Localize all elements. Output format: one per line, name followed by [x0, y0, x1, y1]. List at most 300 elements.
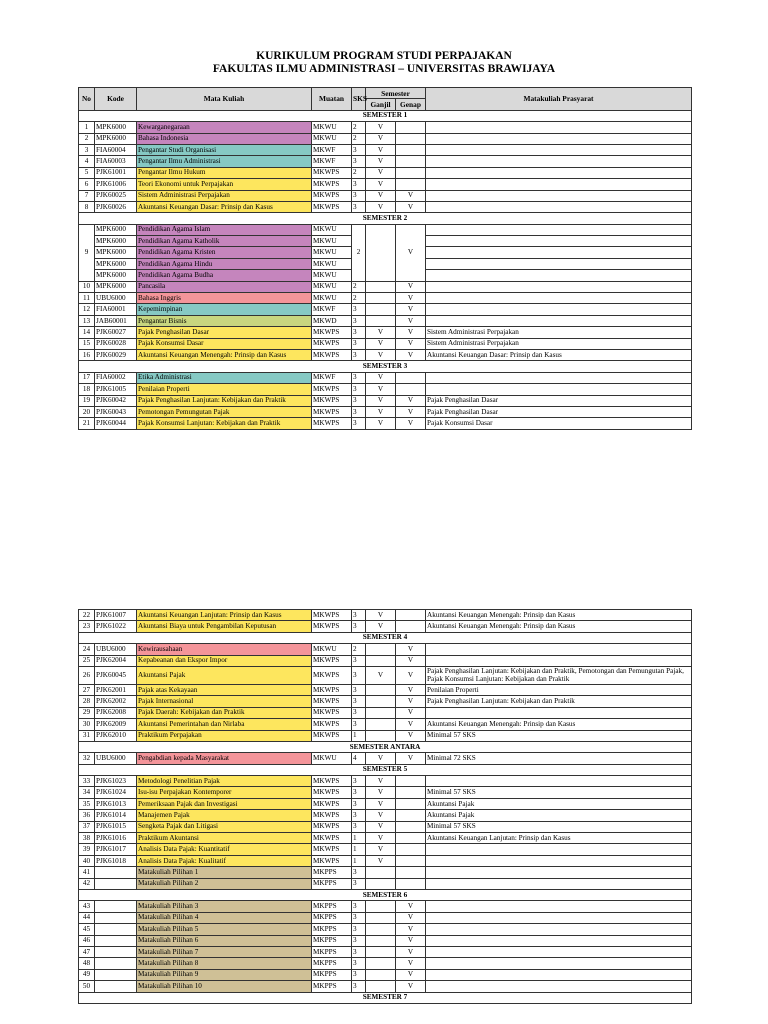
row-genap — [396, 867, 426, 878]
row-kode: PJK60029 — [95, 349, 137, 360]
row-mata-kuliah: Pendidikan Agama Katholik — [137, 236, 312, 247]
row-muatan: MKWPS — [312, 730, 352, 741]
table-row — [79, 924, 692, 935]
row-muatan: MKPPS — [312, 878, 352, 889]
row-muatan: MKWU — [312, 293, 352, 304]
row-no: 39 — [79, 844, 95, 855]
row-mata-kuliah: Penilaian Properti — [137, 384, 312, 395]
row-prasyarat — [426, 224, 692, 235]
row-muatan: MKPPS — [312, 958, 352, 969]
table-row — [79, 281, 692, 292]
row-ganjil: V — [366, 776, 396, 787]
row-muatan: MKWU — [312, 247, 352, 258]
row-genap — [396, 821, 426, 832]
semester-label: SEMESTER 1 — [79, 110, 692, 121]
row-prasyarat: Akuntansi Keuangan Menengah: Prinsip dan Kasus — [426, 610, 692, 621]
row-kode: UBU6000 — [95, 753, 137, 764]
row-kode: PJK61017 — [95, 844, 137, 855]
row-genap: V — [396, 338, 426, 349]
row-muatan: MKWPS — [312, 621, 352, 632]
row-mata-kuliah: Kepemimpinan — [137, 304, 312, 315]
row-kode: PJK62010 — [95, 730, 137, 741]
row-prasyarat: Akuntansi Keuangan Menengah: Prinsip dan Kasus — [426, 621, 692, 632]
row-genap — [396, 787, 426, 798]
row-genap: V — [396, 406, 426, 417]
row-prasyarat — [426, 372, 692, 383]
row-muatan: MKWU — [312, 281, 352, 292]
row-sks: 3 — [352, 395, 366, 406]
row-genap: V — [396, 901, 426, 912]
row-no: 9 — [79, 224, 95, 281]
row-ganjil: V — [366, 156, 396, 167]
row-mata-kuliah: Analisis Data Pajak: Kuantitatif — [137, 844, 312, 855]
row-sks: 3 — [352, 776, 366, 787]
row-genap: V — [396, 418, 426, 429]
row-genap: V — [396, 281, 426, 292]
row-sks: 3 — [352, 707, 366, 718]
row-prasyarat: Penilaian Properti — [426, 684, 692, 695]
row-prasyarat — [426, 247, 692, 258]
table-row — [79, 133, 692, 144]
row-ganjil: V — [366, 621, 396, 632]
row-no: 49 — [79, 969, 95, 980]
row-no: 34 — [79, 787, 95, 798]
row-mata-kuliah: Sengketa Pajak dan Litigasi — [137, 821, 312, 832]
row-prasyarat — [426, 935, 692, 946]
table-row — [79, 696, 692, 707]
row-muatan: MKWPS — [312, 855, 352, 866]
row-no: 16 — [79, 349, 95, 360]
row-kode: PJK60043 — [95, 406, 137, 417]
table-row — [79, 122, 692, 133]
document-title: KURIKULUM PROGRAM STUDI PERPAJAKAN — [256, 50, 512, 62]
row-mata-kuliah: Matakuliah Pilihan 2 — [137, 878, 312, 889]
table-row — [79, 684, 692, 695]
row-mata-kuliah: Matakuliah Pilihan 6 — [137, 935, 312, 946]
row-sks: 3 — [352, 684, 366, 695]
row-prasyarat — [426, 167, 692, 178]
row-muatan: MKWPS — [312, 327, 352, 338]
row-no: 36 — [79, 810, 95, 821]
row-muatan: MKPPS — [312, 867, 352, 878]
row-muatan: MKWPS — [312, 384, 352, 395]
table-row — [79, 666, 692, 684]
row-mata-kuliah: Pendidikan Agama Kristen — [137, 247, 312, 258]
row-muatan: MKWU — [312, 644, 352, 655]
row-kode: MPK6000 — [95, 281, 137, 292]
row-muatan: MKWPS — [312, 833, 352, 844]
row-kode: PJK62001 — [95, 684, 137, 695]
row-ganjil — [366, 281, 396, 292]
semester-row — [79, 992, 692, 1003]
row-ganjil: V — [366, 144, 396, 155]
row-genap: V — [396, 655, 426, 666]
row-sks: 4 — [352, 753, 366, 764]
row-genap: V — [396, 190, 426, 201]
row-no: 24 — [79, 644, 95, 655]
row-kode: UBU6000 — [95, 644, 137, 655]
row-no: 14 — [79, 327, 95, 338]
row-kode: PJK60026 — [95, 201, 137, 212]
row-prasyarat — [426, 156, 692, 167]
row-no: 2 — [79, 133, 95, 144]
table-row — [79, 224, 692, 235]
row-ganjil: V — [366, 179, 396, 190]
row-sks: 2 — [352, 293, 366, 304]
row-prasyarat — [426, 201, 692, 212]
row-mata-kuliah: Manajemen Pajak — [137, 810, 312, 821]
row-muatan: MKPPS — [312, 981, 352, 992]
row-sks: 3 — [352, 315, 366, 326]
row-ganjil — [366, 655, 396, 666]
semester-label: SEMESTER 6 — [79, 889, 692, 900]
row-muatan: MKPPS — [312, 924, 352, 935]
row-mata-kuliah: Matakuliah Pilihan 7 — [137, 946, 312, 957]
row-prasyarat: Minimal 57 SKS — [426, 787, 692, 798]
row-kode: MPK6000 — [95, 270, 137, 281]
table-row — [79, 144, 692, 155]
row-muatan: MKWPS — [312, 349, 352, 360]
row-muatan: MKPPS — [312, 912, 352, 923]
table-row — [79, 179, 692, 190]
row-sks: 3 — [352, 935, 366, 946]
row-sks: 3 — [352, 798, 366, 809]
row-prasyarat — [426, 969, 692, 980]
header-semester: Semester — [366, 88, 426, 99]
row-no: 41 — [79, 867, 95, 878]
row-prasyarat: Minimal 57 SKS — [426, 821, 692, 832]
row-sks: 3 — [352, 349, 366, 360]
row-genap: V — [396, 315, 426, 326]
row-ganjil — [366, 730, 396, 741]
row-sks: 3 — [352, 327, 366, 338]
row-mata-kuliah: Pemeriksaan Pajak dan Investigasi — [137, 798, 312, 809]
table-row — [79, 844, 692, 855]
table-row — [79, 981, 692, 992]
row-mata-kuliah: Pajak Konsumsi Lanjutan: Kebijakan dan Praktik — [137, 418, 312, 429]
row-muatan: MKPPS — [312, 901, 352, 912]
row-prasyarat: Pajak Penghasilan Dasar — [426, 395, 692, 406]
row-prasyarat — [426, 958, 692, 969]
row-prasyarat — [426, 133, 692, 144]
row-genap: V — [396, 349, 426, 360]
row-mata-kuliah: Sistem Administrasi Perpajakan — [137, 190, 312, 201]
row-no: 3 — [79, 144, 95, 155]
row-mata-kuliah: Akuntansi Keuangan Menengah: Prinsip dan Kasus — [137, 349, 312, 360]
row-sks: 2 — [352, 122, 366, 133]
row-no: 29 — [79, 707, 95, 718]
row-sks: 3 — [352, 179, 366, 190]
row-kode: MPK6000 — [95, 122, 137, 133]
row-sks: 3 — [352, 418, 366, 429]
table-row — [79, 798, 692, 809]
table-row — [79, 395, 692, 406]
row-ganjil — [366, 304, 396, 315]
row-sks: 3 — [352, 901, 366, 912]
row-no: 22 — [79, 610, 95, 621]
row-sks: 3 — [352, 156, 366, 167]
row-muatan: MKWPS — [312, 787, 352, 798]
row-ganjil: V — [366, 821, 396, 832]
row-muatan: MKWU — [312, 236, 352, 247]
row-ganjil — [366, 924, 396, 935]
curriculum-table-part-2 — [78, 609, 692, 1004]
row-kode: FIA60002 — [95, 372, 137, 383]
row-sks: 3 — [352, 190, 366, 201]
row-muatan: MKWPS — [312, 810, 352, 821]
row-no: 27 — [79, 684, 95, 695]
row-no: 45 — [79, 924, 95, 935]
row-prasyarat — [426, 315, 692, 326]
row-ganjil — [366, 981, 396, 992]
row-muatan: MKWU — [312, 270, 352, 281]
row-mata-kuliah: Etika Administrasi — [137, 372, 312, 383]
row-prasyarat — [426, 270, 692, 281]
row-kode: PJK61014 — [95, 810, 137, 821]
row-kode — [95, 867, 137, 878]
row-mata-kuliah: Pengantar Studi Organisasi — [137, 144, 312, 155]
row-sks: 3 — [352, 924, 366, 935]
row-mata-kuliah: Pendidikan Agama Islam — [137, 224, 312, 235]
table-body-1 — [79, 110, 692, 429]
row-ganjil: V — [366, 338, 396, 349]
table-row — [79, 406, 692, 417]
row-genap: V — [396, 666, 426, 684]
row-mata-kuliah: Matakuliah Pilihan 8 — [137, 958, 312, 969]
row-no: 7 — [79, 190, 95, 201]
row-mata-kuliah: Akuntansi Pajak — [137, 666, 312, 684]
row-sks: 3 — [352, 372, 366, 383]
row-kode: PJK61007 — [95, 610, 137, 621]
row-kode: PJK61001 — [95, 167, 137, 178]
row-muatan: MKPPS — [312, 946, 352, 957]
table-row — [79, 315, 692, 326]
row-mata-kuliah: Pengantar Ilmu Administrasi — [137, 156, 312, 167]
row-kode: FIA60004 — [95, 144, 137, 155]
row-muatan: MKWPS — [312, 655, 352, 666]
row-mata-kuliah: Matakuliah Pilihan 4 — [137, 912, 312, 923]
row-prasyarat — [426, 981, 692, 992]
header-sks: SKS — [352, 88, 366, 111]
table-row — [79, 912, 692, 923]
row-muatan: MKWPS — [312, 418, 352, 429]
row-kode: PJK61024 — [95, 787, 137, 798]
header-muatan: Muatan — [312, 88, 352, 111]
row-genap — [396, 878, 426, 889]
row-genap: V — [396, 958, 426, 969]
row-sks: 2 — [352, 224, 366, 281]
table-row — [79, 878, 692, 889]
row-muatan: MKWPS — [312, 406, 352, 417]
row-no: 15 — [79, 338, 95, 349]
row-muatan: MKWPS — [312, 719, 352, 730]
row-ganjil — [366, 969, 396, 980]
row-prasyarat — [426, 924, 692, 935]
row-no: 21 — [79, 418, 95, 429]
row-sks: 3 — [352, 946, 366, 957]
row-prasyarat — [426, 179, 692, 190]
row-muatan: MKWPS — [312, 179, 352, 190]
row-prasyarat — [426, 655, 692, 666]
row-kode — [95, 924, 137, 935]
row-no: 25 — [79, 655, 95, 666]
row-no: 13 — [79, 315, 95, 326]
row-genap — [396, 372, 426, 383]
header-mata-kuliah: Mata Kuliah — [137, 88, 312, 111]
header-kode: Kode — [95, 88, 137, 111]
row-genap — [396, 855, 426, 866]
row-prasyarat — [426, 878, 692, 889]
semester-label: SEMESTER 3 — [79, 361, 692, 372]
table-row — [79, 833, 692, 844]
row-sks: 3 — [352, 810, 366, 821]
row-kode: MPK6000 — [95, 133, 137, 144]
row-ganjil — [366, 696, 396, 707]
row-sks: 3 — [352, 981, 366, 992]
row-muatan: MKWPS — [312, 684, 352, 695]
row-no: 47 — [79, 946, 95, 957]
row-no: 4 — [79, 156, 95, 167]
row-no: 43 — [79, 901, 95, 912]
row-no: 40 — [79, 855, 95, 866]
row-genap: V — [396, 201, 426, 212]
row-sks: 1 — [352, 833, 366, 844]
row-prasyarat: Akuntansi Keuangan Dasar: Prinsip dan Kasus — [426, 349, 692, 360]
semester-row — [79, 764, 692, 775]
row-prasyarat — [426, 901, 692, 912]
row-kode: PJK60028 — [95, 338, 137, 349]
row-mata-kuliah: Matakuliah Pilihan 3 — [137, 901, 312, 912]
table-row — [79, 969, 692, 980]
row-ganjil — [366, 912, 396, 923]
row-muatan: MKWPS — [312, 190, 352, 201]
row-ganjil: V — [366, 844, 396, 855]
row-muatan: MKWPS — [312, 821, 352, 832]
table-row — [79, 304, 692, 315]
row-kode: PJK62008 — [95, 707, 137, 718]
row-kode: PJK61023 — [95, 776, 137, 787]
row-sks: 3 — [352, 406, 366, 417]
row-genap — [396, 122, 426, 133]
row-muatan: MKWPS — [312, 338, 352, 349]
table-row — [79, 958, 692, 969]
row-kode: MPK6000 — [95, 236, 137, 247]
row-genap: V — [396, 395, 426, 406]
row-prasyarat: Akuntansi Keuangan Menengah: Prinsip dan Kasus — [426, 719, 692, 730]
row-mata-kuliah: Pendidikan Agama Hindu — [137, 258, 312, 269]
row-ganjil — [366, 719, 396, 730]
row-mata-kuliah: Pemotongan Pemungutan Pajak — [137, 406, 312, 417]
table-row — [79, 707, 692, 718]
row-kode — [95, 981, 137, 992]
row-ganjil: V — [366, 810, 396, 821]
row-mata-kuliah: Isu-isu Perpajakan Kontemporer — [137, 787, 312, 798]
row-mata-kuliah: Kepabeanan dan Ekspor Impor — [137, 655, 312, 666]
row-muatan: MKWPS — [312, 167, 352, 178]
row-mata-kuliah: Metodologi Penelitian Pajak — [137, 776, 312, 787]
row-prasyarat — [426, 776, 692, 787]
table-row — [79, 384, 692, 395]
row-kode: PJK61015 — [95, 821, 137, 832]
table-row — [79, 349, 692, 360]
row-mata-kuliah: Akuntansi Keuangan Dasar: Prinsip dan Kasus — [137, 201, 312, 212]
row-kode: UBU6000 — [95, 293, 137, 304]
table-row — [79, 610, 692, 621]
row-muatan: MKWF — [312, 156, 352, 167]
row-sks: 3 — [352, 201, 366, 212]
row-kode — [95, 958, 137, 969]
row-ganjil: V — [366, 787, 396, 798]
row-mata-kuliah: Pajak Penghasilan Dasar — [137, 327, 312, 338]
row-ganjil — [366, 946, 396, 957]
row-mata-kuliah: Akuntansi Keuangan Lanjutan: Prinsip dan Kasus — [137, 610, 312, 621]
row-prasyarat: Sistem Administrasi Perpajakan — [426, 327, 692, 338]
table-row — [79, 167, 692, 178]
row-mata-kuliah: Akuntansi Biaya untuk Pengambilan Keputusan — [137, 621, 312, 632]
row-sks: 3 — [352, 304, 366, 315]
row-prasyarat: Minimal 72 SKS — [426, 753, 692, 764]
row-ganjil: V — [366, 349, 396, 360]
table-row — [79, 901, 692, 912]
row-prasyarat — [426, 855, 692, 866]
row-mata-kuliah: Pajak atas Kekayaan — [137, 684, 312, 695]
row-kode: FIA60001 — [95, 304, 137, 315]
semester-row — [79, 361, 692, 372]
row-genap: V — [396, 327, 426, 338]
row-prasyarat: Pajak Penghasilan Lanjutan: Kebijakan dan Praktik — [426, 696, 692, 707]
row-prasyarat — [426, 304, 692, 315]
row-muatan: MKWPS — [312, 696, 352, 707]
row-kode: PJK61018 — [95, 855, 137, 866]
row-sks: 3 — [352, 867, 366, 878]
row-genap: V — [396, 912, 426, 923]
row-ganjil — [366, 224, 396, 281]
row-no: 44 — [79, 912, 95, 923]
table-row — [79, 946, 692, 957]
row-no: 42 — [79, 878, 95, 889]
row-prasyarat — [426, 707, 692, 718]
row-genap: V — [396, 981, 426, 992]
document-subtitle: FAKULTAS ILMU ADMINISTRASI – UNIVERSITAS BRAWIJAYA — [212, 63, 556, 75]
row-no: 10 — [79, 281, 95, 292]
semester-label: SEMESTER 4 — [79, 632, 692, 643]
row-kode: PJK61006 — [95, 179, 137, 190]
row-sks: 3 — [352, 969, 366, 980]
row-sks: 3 — [352, 621, 366, 632]
semester-label: SEMESTER 5 — [79, 764, 692, 775]
header-ganjil: Ganjil — [366, 99, 396, 110]
row-no: 35 — [79, 798, 95, 809]
row-ganjil — [366, 935, 396, 946]
row-prasyarat — [426, 258, 692, 269]
row-no: 17 — [79, 372, 95, 383]
row-ganjil: V — [366, 753, 396, 764]
row-no: 37 — [79, 821, 95, 832]
row-kode — [95, 912, 137, 923]
row-prasyarat — [426, 912, 692, 923]
table-row — [79, 621, 692, 632]
table-row — [79, 293, 692, 304]
row-kode: PJK60044 — [95, 418, 137, 429]
semester-label: SEMESTER 2 — [79, 213, 692, 224]
table-row — [79, 776, 692, 787]
row-muatan: MKWF — [312, 304, 352, 315]
table-row — [79, 644, 692, 655]
table-row — [79, 418, 692, 429]
row-ganjil: V — [366, 372, 396, 383]
row-sks: 3 — [352, 666, 366, 684]
row-kode: PJK62004 — [95, 655, 137, 666]
